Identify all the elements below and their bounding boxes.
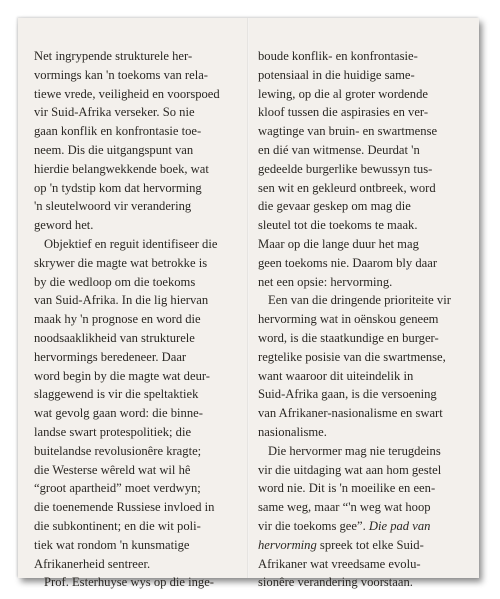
- text-line: potensiaal in die huidige same-: [258, 67, 415, 82]
- text-line: hierdie belangwekkende boek, wat: [34, 161, 209, 176]
- text-line: die subkontinent; en die wit poli-: [34, 518, 201, 533]
- text-line: vormings kan 'n toekoms van rela-: [34, 67, 208, 82]
- paragraph-conflict: [258, 47, 470, 235]
- text-line: die gevaar geskep om mag die: [258, 199, 411, 214]
- fold-line: [247, 18, 249, 578]
- text-line: landse swart protespolitiek; die: [34, 424, 192, 439]
- text-line: sleutel tot die toekoms te maak.: [258, 218, 418, 233]
- left-column: [34, 47, 244, 592]
- paragraph-forces: [34, 235, 244, 573]
- text-line: hervormings beredeneer. Daar: [34, 349, 187, 364]
- text-line: slaggewend is vir die speltaktiek: [34, 387, 199, 402]
- text-plain: vir die toekoms gee”.: [258, 518, 369, 533]
- paragraph-priorities: [258, 291, 470, 441]
- text-plain: spreek tot elke Suid-: [316, 537, 424, 552]
- text-line: lewing, op die al groter wordende: [258, 86, 428, 101]
- text-line: Net ingrypende strukturele her-: [34, 49, 193, 63]
- paragraph-intro: [34, 47, 244, 235]
- paragraph-only-option: [258, 235, 470, 291]
- text-line: vir Suid-Afrika verseker. So nie: [34, 105, 195, 120]
- text-line: vir die uitdaging wat aan hom gestel: [258, 462, 442, 477]
- text-line: noodsaaklikheid van strukturele: [34, 330, 195, 345]
- book-title-italic: hervorming: [258, 537, 317, 552]
- text-line: net een opsie: hervorming.: [258, 274, 393, 289]
- text-line: Suid-Afrika gaan, is die versoening: [258, 387, 437, 402]
- text-line: boude konflik- en konfrontasie-: [258, 49, 418, 63]
- text-line: gaan konflik en konfrontasie toe-: [34, 124, 202, 139]
- text-line: Maar op die lange duur het mag: [258, 236, 419, 251]
- text-line: en dié van witmense. Deurdat 'n: [258, 142, 420, 157]
- text-line: die Westerse wêreld wat wil hê: [34, 462, 191, 477]
- text-line: die toenemende Russiese invloed in: [34, 500, 215, 515]
- text-line: maak hy 'n prognose en word die: [34, 312, 201, 327]
- text-line: Afrikaner wat vreedsame evolu-: [258, 556, 421, 571]
- text-line: [258, 517, 470, 536]
- text-line: geen toekoms nie. Daarom bly daar: [258, 255, 438, 270]
- text-line: hervorming wat in oënskou geneem: [258, 312, 439, 327]
- text-line: op 'n tydstip kom dat hervorming: [34, 180, 202, 195]
- text-line: word, is die staatkundige en burger-: [258, 330, 439, 345]
- text-line: van Suid-Afrika. In die lig hiervan: [34, 293, 209, 308]
- paragraph-reformer: [258, 442, 470, 592]
- text-line: sen wit en gekleurd ontbreek, word: [258, 180, 436, 195]
- text-line: neem. Dis die uitgangspunt van: [34, 142, 194, 157]
- text-line: regtelike posisie van die swartmense,: [258, 349, 446, 364]
- text-line: “groot apartheid” moet verdwyn;: [34, 481, 201, 496]
- text-line: tiek wat rondom 'n kunsmatige: [34, 537, 190, 552]
- text-line: gedeelde burgerlike bewussyn tus-: [258, 161, 433, 176]
- text-line: kloof tussen die aspirasies en ver-: [258, 105, 429, 120]
- text-line: want waaroor dit uiteindelik in: [258, 368, 414, 383]
- text-line: buitelandse revolusionêre kragte;: [34, 443, 202, 458]
- text-line: wagtinge van bruin- en swartmense: [258, 124, 438, 139]
- text-line: tiewe vrede, veiligheid en voorspoed: [34, 86, 220, 101]
- text-line: Afrikanerheid sentreer.: [34, 556, 151, 571]
- right-column: [258, 47, 470, 592]
- text-line: wat gevolg gaan word: die binne-: [34, 406, 203, 421]
- text-line: Die hervormer mag nie terugdeins: [268, 443, 441, 458]
- book-title-italic: Die pad van: [368, 518, 431, 533]
- text-line: van Afrikaner-nasionalisme en swart: [258, 406, 443, 421]
- text-line: Objektief en reguit identifiseer die: [44, 236, 218, 251]
- text-line: same weg, maar “'n weg wat hoop: [258, 500, 431, 515]
- text-line: 'n sleutelwoord vir verandering: [34, 199, 192, 214]
- text-line: [258, 536, 470, 555]
- text-line: by die wedloop om die toekoms: [34, 274, 196, 289]
- text-line: skrywer die magte wat betrokke is: [34, 255, 208, 270]
- text-line: word begin by die magte wat deur-: [34, 368, 211, 383]
- text-line: sionêre verandering voorstaan.: [258, 575, 413, 590]
- text-line: Prof. Esterhuyse wys op die inge-: [44, 575, 214, 590]
- text-line: Een van die dringende prioriteite vir: [268, 293, 451, 308]
- text-line: word nie. Dit is 'n moeilike en een-: [258, 481, 436, 496]
- text-line: geword het.: [34, 218, 94, 233]
- text-line: nasionalisme.: [258, 424, 327, 439]
- paragraph-esterhuyse: [34, 573, 244, 592]
